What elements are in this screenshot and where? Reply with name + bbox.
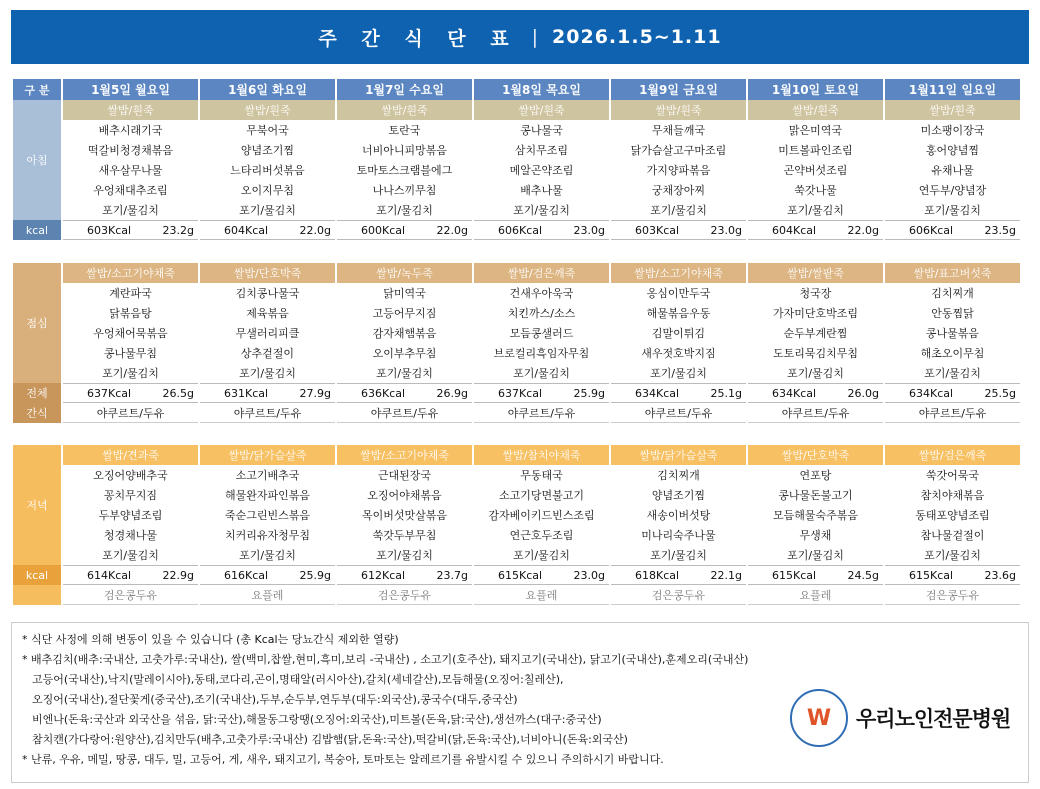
calorie-value: 636Kcal <box>361 386 406 400</box>
protein-value: 22.0g <box>299 223 331 237</box>
dish-cell: 쑥갓두부무침 <box>337 525 472 545</box>
protein-value: 23.2g <box>162 223 194 237</box>
calorie-value: 615Kcal <box>909 568 954 582</box>
snack-cell: 야쿠르트/두유 <box>885 403 1020 423</box>
dish-cell: 오이지무침 <box>200 180 335 200</box>
dish-cell: 궁채장아찌 <box>611 180 746 200</box>
dish-cell: 포기/물김치 <box>748 200 883 220</box>
dish-cell: 쑥갓나물 <box>748 180 883 200</box>
protein-value: 26.0g <box>847 386 879 400</box>
dish-cell: 연포탕 <box>748 465 883 485</box>
protein-value: 23.0g <box>573 568 605 582</box>
page-title: 주 간 식 단 표 <box>318 27 518 50</box>
dish-cell: 닭미역국 <box>337 283 472 303</box>
snack-cell: 검은콩두유 <box>611 585 746 605</box>
dish-cell: 닭가슴살고구마조림 <box>611 140 746 160</box>
snack-cell: 야쿠르트/두유 <box>748 403 883 423</box>
calorie-value: 604Kcal <box>772 223 817 237</box>
kcal-cell <box>63 220 198 240</box>
protein-value: 23.5g <box>984 223 1016 237</box>
calorie-value: 634Kcal <box>909 386 954 400</box>
rice-porridge-cell: 쌀밥/참치야채죽 <box>474 445 609 465</box>
protein-value: 22.9g <box>162 568 194 582</box>
dish-cell: 포기/물김치 <box>748 363 883 383</box>
dish-cell: 무북어국 <box>200 120 335 140</box>
protein-value: 23.0g <box>710 223 742 237</box>
dish-cell: 해물볶음우동 <box>611 303 746 323</box>
dish-cell: 우엉채어묵볶음 <box>63 323 198 343</box>
calorie-value: 606Kcal <box>909 223 954 237</box>
dish-cell: 포기/물김치 <box>337 363 472 383</box>
kcal-cell <box>63 383 198 403</box>
dish-cell: 동태포양념조림 <box>885 505 1020 525</box>
protein-value: 26.9g <box>436 386 468 400</box>
note-line: 오징어(국내산),절단꽃게(중국산),조기(국내산),두부,순두부,연두부(대두:외국산),콩국수(대두,중국산) <box>32 693 518 706</box>
dish-cell: 제육볶음 <box>200 303 335 323</box>
category-header: 구 분 <box>13 79 61 100</box>
rice-porridge-cell: 쌀밥/소고기야채죽 <box>337 445 472 465</box>
snack-cell: 야쿠르트/두유 <box>474 403 609 423</box>
protein-value: 23.0g <box>573 223 605 237</box>
dish-cell: 느타리버섯볶음 <box>200 160 335 180</box>
snack-cell: 야쿠르트/두유 <box>611 403 746 423</box>
day-header: 1월10일 토요일 <box>748 79 883 100</box>
dish-cell: 콩나물볶음 <box>885 323 1020 343</box>
calorie-value: 616Kcal <box>224 568 269 582</box>
dish-cell: 김치찌개 <box>611 465 746 485</box>
snack-cell: 검은콩두유 <box>337 585 472 605</box>
day-header: 1월5일 월요일 <box>63 79 198 100</box>
dish-cell: 무동태국 <box>474 465 609 485</box>
rice-porridge-cell: 쌀밥/흰죽 <box>885 100 1020 120</box>
calorie-value: 603Kcal <box>635 223 680 237</box>
dish-cell: 콩나물돈불고기 <box>748 485 883 505</box>
dish-cell: 미트볼파인조림 <box>748 140 883 160</box>
dish-cell: 청국장 <box>748 283 883 303</box>
protein-value: 25.5g <box>984 386 1016 400</box>
rice-porridge-cell: 쌀밥/소고기야채죽 <box>63 263 198 283</box>
day-header: 1월7일 수요일 <box>337 79 472 100</box>
dish-cell: 토마토스크램블에그 <box>337 160 472 180</box>
dish-cell: 포기/물김치 <box>474 363 609 383</box>
dish-cell: 삼치무조림 <box>474 140 609 160</box>
calorie-value: 606Kcal <box>498 223 543 237</box>
dish-cell: 닭볶음탕 <box>63 303 198 323</box>
dish-cell: 모듬해물숙주볶음 <box>748 505 883 525</box>
dish-cell: 포기/물김치 <box>611 363 746 383</box>
kcal-cell <box>337 220 472 240</box>
snack-label <box>13 585 61 605</box>
dish-cell: 무채들깨국 <box>611 120 746 140</box>
hospital-name: 우리노인전문병원 <box>856 707 1011 731</box>
meal-label: 점심 <box>13 263 61 383</box>
dish-cell: 미나리숙주나물 <box>611 525 746 545</box>
rice-porridge-cell: 쌀밥/소고기야채죽 <box>611 263 746 283</box>
calorie-value: 604Kcal <box>224 223 269 237</box>
protein-value: 24.5g <box>847 568 879 582</box>
rice-porridge-cell: 쌀밥/검은깨죽 <box>474 263 609 283</box>
page-header <box>11 10 1029 64</box>
protein-value: 27.9g <box>299 386 331 400</box>
calorie-value: 631Kcal <box>224 386 269 400</box>
dish-cell: 목이버섯맛살볶음 <box>337 505 472 525</box>
kcal-cell <box>748 383 883 403</box>
dish-cell: 포기/물김치 <box>885 200 1020 220</box>
dish-cell: 포기/물김치 <box>748 545 883 565</box>
dish-cell: 포기/물김치 <box>611 200 746 220</box>
rice-porridge-cell: 쌀밥/흰죽 <box>63 100 198 120</box>
snack-cell: 요플레 <box>200 585 335 605</box>
dish-cell: 토란국 <box>337 120 472 140</box>
note-line: 비엔나(돈육:국산과 외국산을 섞음, 닭:국산),해물동그랑땡(오징어:외국산),미트볼(돈육,닭:국산),생선까스(대구:중국산) <box>32 713 602 726</box>
kcal-cell <box>748 220 883 240</box>
day-header: 1월6일 화요일 <box>200 79 335 100</box>
snack-cell: 요플레 <box>474 585 609 605</box>
meal-label: 아침 <box>13 100 61 220</box>
dish-cell: 양념조기찜 <box>200 140 335 160</box>
protein-value: 25.1g <box>710 386 742 400</box>
kcal-cell <box>200 383 335 403</box>
dish-cell: 쑥갓어묵국 <box>885 465 1020 485</box>
date-range: 2026.1.5~1.11 <box>552 26 722 48</box>
dish-cell: 소고기당면불고기 <box>474 485 609 505</box>
dish-cell: 안동찜닭 <box>885 303 1020 323</box>
dish-cell: 양념조기찜 <box>611 485 746 505</box>
dish-cell: 연근호두조림 <box>474 525 609 545</box>
kcal-cell <box>611 565 746 585</box>
kcal-label: kcal <box>13 220 61 240</box>
dish-cell: 맑은미역국 <box>748 120 883 140</box>
dish-cell: 김치콩나물국 <box>200 283 335 303</box>
calorie-value: 618Kcal <box>635 568 680 582</box>
calorie-value: 637Kcal <box>498 386 543 400</box>
rice-porridge-cell: 쌀밥/흰죽 <box>611 100 746 120</box>
dish-cell: 감자채햄볶음 <box>337 323 472 343</box>
protein-value: 22.0g <box>436 223 468 237</box>
dish-cell: 옹심이만두국 <box>611 283 746 303</box>
dish-cell: 새우젓호박지짐 <box>611 343 746 363</box>
dish-cell: 나나스끼무침 <box>337 180 472 200</box>
dish-cell: 참나물겉절이 <box>885 525 1020 545</box>
protein-value: 26.5g <box>162 386 194 400</box>
dish-cell: 포기/물김치 <box>200 363 335 383</box>
dish-cell: 도토리묵김치무침 <box>748 343 883 363</box>
breakfast-table <box>11 79 1022 240</box>
dish-cell: 미소팽이장국 <box>885 120 1020 140</box>
dish-cell: 죽순그린빈스볶음 <box>200 505 335 525</box>
dish-cell: 청경채나물 <box>63 525 198 545</box>
protein-value: 25.9g <box>573 386 605 400</box>
dish-cell: 브로컬리흑임자무침 <box>474 343 609 363</box>
dish-cell: 건새우아욱국 <box>474 283 609 303</box>
protein-value: 25.9g <box>299 568 331 582</box>
dish-cell: 포기/물김치 <box>63 200 198 220</box>
dish-cell: 홍어양념찜 <box>885 140 1020 160</box>
kcal-cell <box>885 565 1020 585</box>
dish-cell: 포기/물김치 <box>474 200 609 220</box>
dish-cell: 포기/물김치 <box>611 545 746 565</box>
kcal-cell <box>63 565 198 585</box>
kcal-cell <box>885 220 1020 240</box>
snack-cell: 요플레 <box>748 585 883 605</box>
dish-cell: 배추시래기국 <box>63 120 198 140</box>
title-separator: | <box>531 26 539 48</box>
dish-cell: 새우살무나물 <box>63 160 198 180</box>
dish-cell: 치커리유자청무침 <box>200 525 335 545</box>
dish-cell: 해초오이무침 <box>885 343 1020 363</box>
kcal-cell <box>474 383 609 403</box>
kcal-label: kcal <box>13 565 61 585</box>
dish-cell: 감자베이키드빈스조림 <box>474 505 609 525</box>
protein-value: 22.1g <box>710 568 742 582</box>
protein-value: 23.6g <box>984 568 1016 582</box>
calorie-value: 615Kcal <box>498 568 543 582</box>
rice-porridge-cell: 쌀밥/녹두죽 <box>337 263 472 283</box>
dish-cell: 유채나물 <box>885 160 1020 180</box>
dish-cell: 모듬콩샐러드 <box>474 323 609 343</box>
dish-cell: 무샐러리피클 <box>200 323 335 343</box>
snack-cell: 야쿠르트/두유 <box>200 403 335 423</box>
dish-cell: 곤약버섯조림 <box>748 160 883 180</box>
dish-cell: 포기/물김치 <box>474 545 609 565</box>
rice-porridge-cell: 쌀밥/흰죽 <box>200 100 335 120</box>
dish-cell: 소고기배추국 <box>200 465 335 485</box>
rice-porridge-cell: 쌀밥/검은깨죽 <box>885 445 1020 465</box>
note-line: * 난류, 우유, 메밀, 땅콩, 대두, 밀, 고등어, 게, 새우, 돼지고기, 복숭아, 토마토는 알레르기를 유발시킬 수 있으니 주의하시기 바랍니다. <box>22 753 664 766</box>
calorie-value: 637Kcal <box>87 386 132 400</box>
dish-cell: 연두부/양념장 <box>885 180 1020 200</box>
rice-porridge-cell: 쌀밥/흰죽 <box>337 100 472 120</box>
kcal-cell <box>337 565 472 585</box>
hospital-seal-icon: W <box>790 689 848 747</box>
dish-cell: 우엉채대추조림 <box>63 180 198 200</box>
dish-cell: 꽁치무지짐 <box>63 485 198 505</box>
kcal-cell <box>200 220 335 240</box>
dish-cell: 떡갈비청경채볶음 <box>63 140 198 160</box>
rice-porridge-cell: 쌀밥/흰죽 <box>474 100 609 120</box>
dish-cell: 포기/물김치 <box>885 545 1020 565</box>
dish-cell: 계란파국 <box>63 283 198 303</box>
calorie-value: 634Kcal <box>635 386 680 400</box>
snack-cell: 야쿠르트/두유 <box>337 403 472 423</box>
dish-cell: 상추겉절이 <box>200 343 335 363</box>
dish-cell: 오징어양배추국 <box>63 465 198 485</box>
note-line: * 식단 사정에 의해 변동이 있을 수 있습니다 (총 Kcal는 당뇨간식 제외한 열량) <box>22 633 399 646</box>
dish-cell: 새송이버섯탕 <box>611 505 746 525</box>
rice-porridge-cell: 쌀밥/닭가슴살죽 <box>611 445 746 465</box>
calorie-value: 603Kcal <box>87 223 132 237</box>
dish-cell: 포기/물김치 <box>63 545 198 565</box>
dish-cell: 너비아니피망볶음 <box>337 140 472 160</box>
snack-cell: 야쿠르트/두유 <box>63 403 198 423</box>
dish-cell: 포기/물김치 <box>337 200 472 220</box>
meal-label: 저녁 <box>13 445 61 565</box>
snack-label: 간식 <box>13 403 61 423</box>
dish-cell: 오징어야채볶음 <box>337 485 472 505</box>
dish-cell: 메알곤약조림 <box>474 160 609 180</box>
calorie-value: 634Kcal <box>772 386 817 400</box>
kcal-cell <box>611 220 746 240</box>
dinner-table <box>11 445 1022 605</box>
rice-porridge-cell: 쌀밥/닭가슴살죽 <box>200 445 335 465</box>
protein-value: 22.0g <box>847 223 879 237</box>
kcal-cell <box>200 565 335 585</box>
kcal-cell <box>885 383 1020 403</box>
kcal-cell <box>474 220 609 240</box>
dish-cell: 두부양념조림 <box>63 505 198 525</box>
note-line: 참치캔(가다랑어:원양산),김치만두(배추,고춧가루:국내산) 김밥햄(닭,돈육:국산),떡갈비(닭,돈육:국산),너비아니(돈육:외국산) <box>32 733 628 746</box>
lunch-table <box>11 263 1022 423</box>
dish-cell: 포기/물김치 <box>63 363 198 383</box>
dish-cell: 오이부추무침 <box>337 343 472 363</box>
kcal-cell <box>337 383 472 403</box>
protein-value: 23.7g <box>436 568 468 582</box>
note-line: * 배추김치(배추:국내산, 고춧가루:국내산), 쌀(백미,찹쌀,현미,흑미,보리 -국내산) , 소고기(호주산), 돼지고기(국내산), 닭고기(국내산),훈제오리(국내산) <box>22 653 749 666</box>
kcal-cell <box>611 383 746 403</box>
snack-cell: 검은콩두유 <box>63 585 198 605</box>
dish-cell: 콩나물무침 <box>63 343 198 363</box>
hospital-logo <box>790 683 1020 753</box>
snack-cell: 검은콩두유 <box>885 585 1020 605</box>
dish-cell: 순두부계란찜 <box>748 323 883 343</box>
dish-cell: 가지양파볶음 <box>611 160 746 180</box>
kcal-cell <box>748 565 883 585</box>
day-header: 1월8일 목요일 <box>474 79 609 100</box>
dish-cell: 해물완자파인볶음 <box>200 485 335 505</box>
calorie-value: 612Kcal <box>361 568 406 582</box>
dish-cell: 김치찌개 <box>885 283 1020 303</box>
calorie-value: 615Kcal <box>772 568 817 582</box>
dish-cell: 가자미단호박조림 <box>748 303 883 323</box>
note-line: 고등어(국내산),낙지(말레이시아),동태,코다리,곤이,명태알(러시아산),갈치(세네갈산),모듬해물(오징어:칠레산), <box>32 673 564 686</box>
calorie-value: 600Kcal <box>361 223 406 237</box>
dish-cell: 콩나물국 <box>474 120 609 140</box>
dish-cell: 포기/물김치 <box>200 200 335 220</box>
dish-cell: 김말이튀김 <box>611 323 746 343</box>
rice-porridge-cell: 쌀밥/쌀팥죽 <box>748 263 883 283</box>
calorie-value: 614Kcal <box>87 568 132 582</box>
dish-cell: 치킨까스/소스 <box>474 303 609 323</box>
rice-porridge-cell: 쌀밥/흰죽 <box>748 100 883 120</box>
day-header: 1월9일 금요일 <box>611 79 746 100</box>
kcal-label: 전체 <box>13 383 61 403</box>
rice-porridge-cell: 쌀밥/표고버섯죽 <box>885 263 1020 283</box>
dish-cell: 포기/물김치 <box>200 545 335 565</box>
dish-cell: 무생채 <box>748 525 883 545</box>
rice-porridge-cell: 쌀밥/단호박죽 <box>200 263 335 283</box>
dish-cell: 포기/물김치 <box>885 363 1020 383</box>
dish-cell: 배추나물 <box>474 180 609 200</box>
kcal-cell <box>474 565 609 585</box>
dish-cell: 참치야채볶음 <box>885 485 1020 505</box>
dish-cell: 근대된장국 <box>337 465 472 485</box>
dish-cell: 포기/물김치 <box>337 545 472 565</box>
rice-porridge-cell: 쌀밥/견과죽 <box>63 445 198 465</box>
rice-porridge-cell: 쌀밥/단호박죽 <box>748 445 883 465</box>
day-header: 1월11일 일요일 <box>885 79 1020 100</box>
dish-cell: 고등어무지짐 <box>337 303 472 323</box>
